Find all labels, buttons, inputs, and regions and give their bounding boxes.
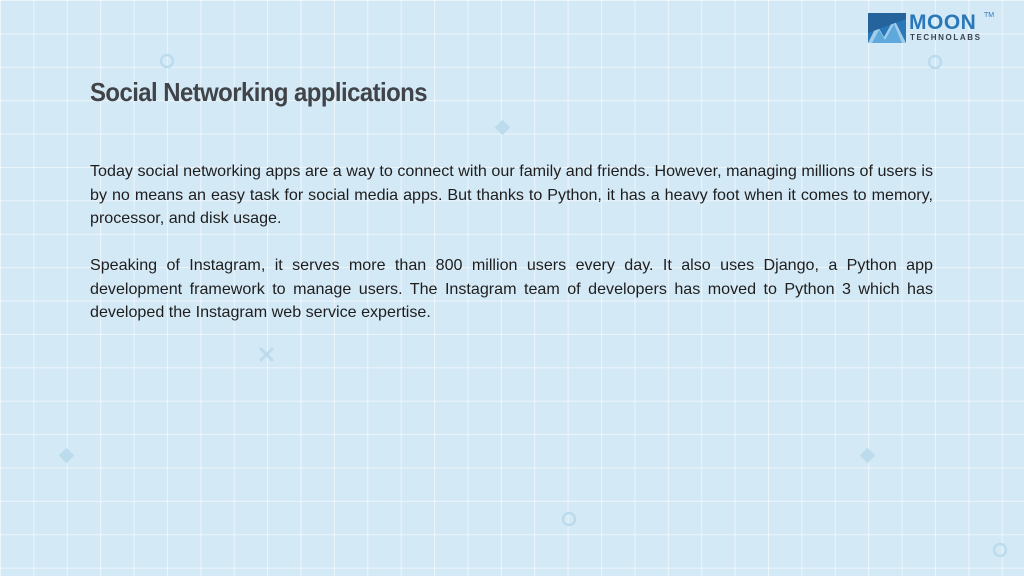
body-paragraph-1: Today social networking apps are a way to connect with our family and friends. However, managing millions of users is by no means an easy task for social media apps. But thanks to Python, it has a heavy foot when it comes to memory, processor, and disk usage. [90,162,933,227]
moon-logo-mark-icon [868,13,906,43]
logo-subtitle: TECHNOLABS [910,33,982,42]
slide-title: Social Networking applications [90,77,428,107]
logo-trademark: TM [984,12,995,19]
body-paragraph-2: Speaking of Instagram, it serves more than 800 million users every day. It also uses Django, a Python app development framework to manage users. The Instagram team of developers has moved to Python 3 which has developed the Instagram web service expertise. [90,256,933,321]
moon-technolabs-logo [868,12,998,44]
logo-wordmark: MOON [909,11,977,34]
